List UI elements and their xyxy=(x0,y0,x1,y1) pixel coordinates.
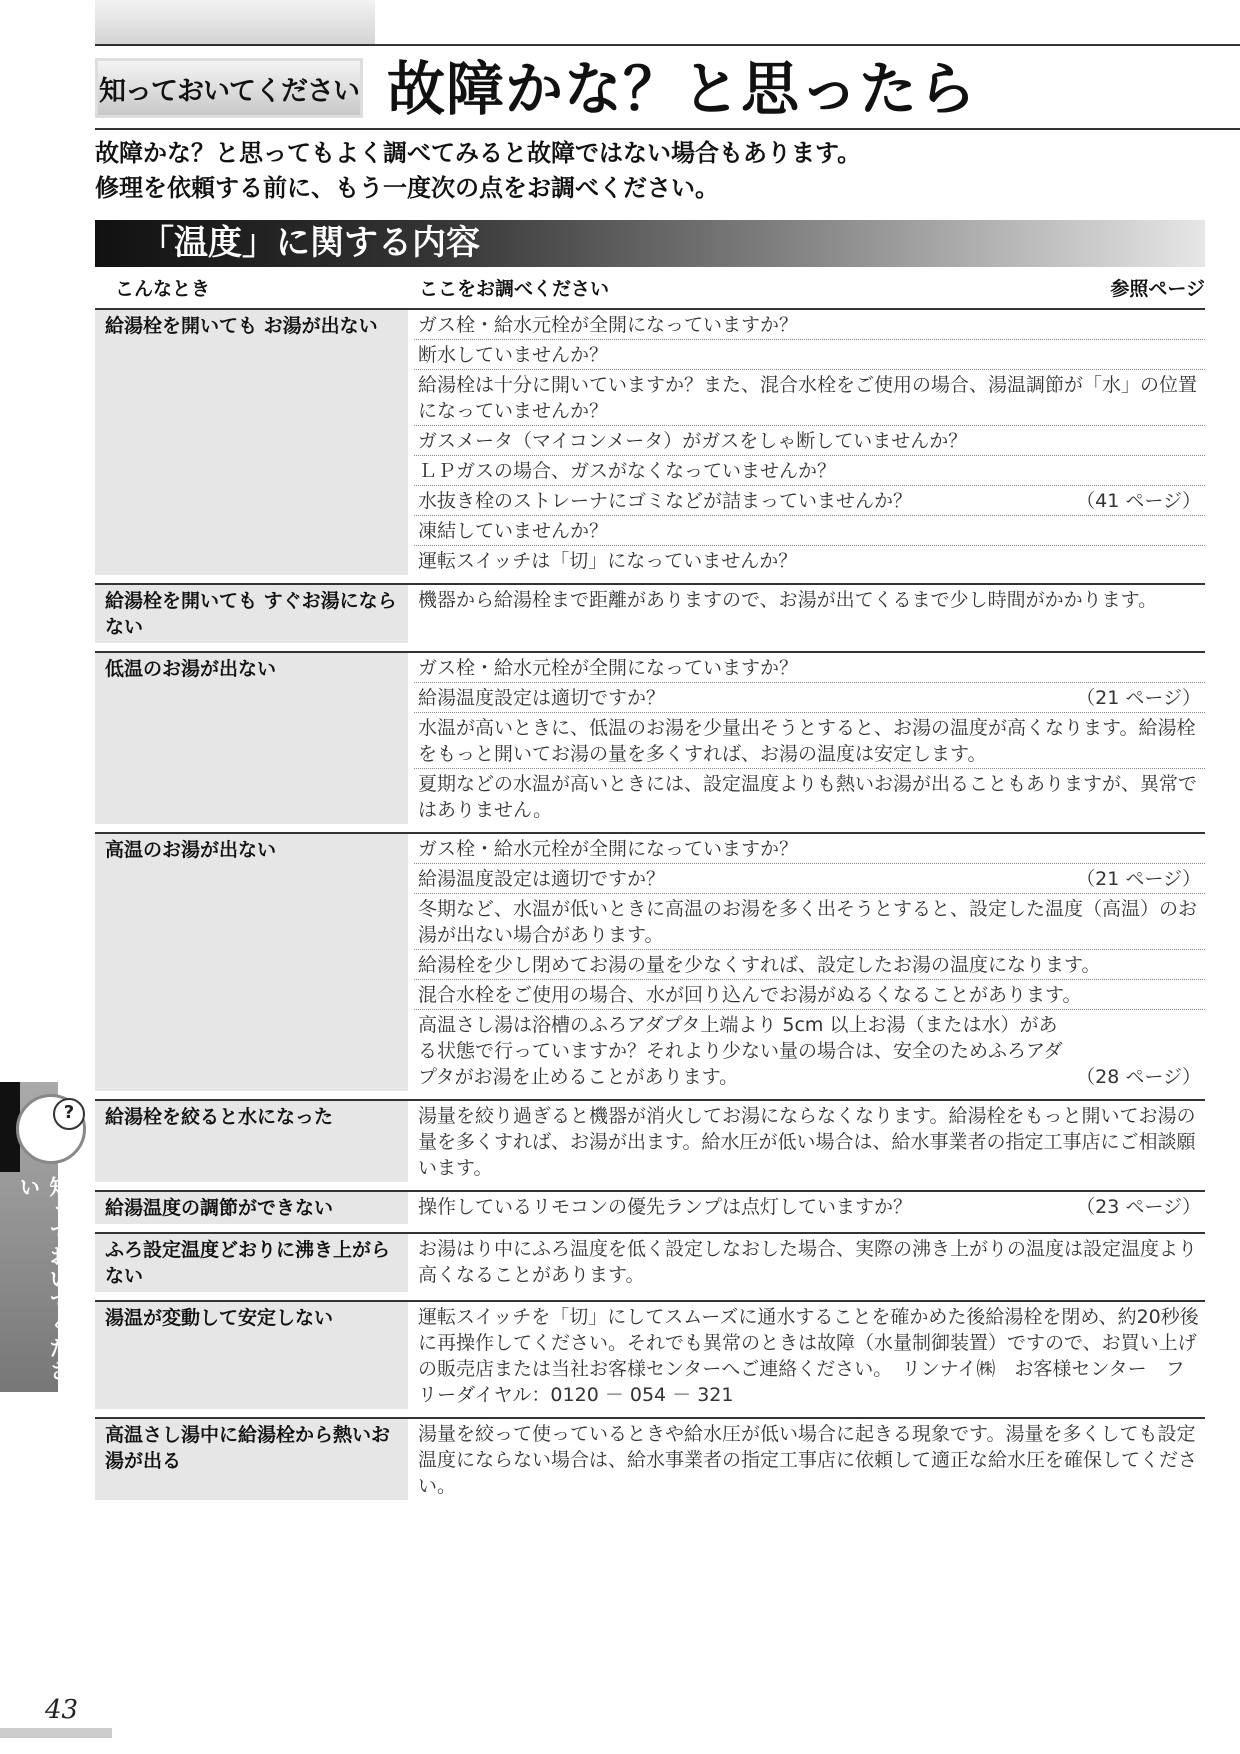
check-item xyxy=(414,834,1205,864)
question-mark-icon: ? xyxy=(53,1098,85,1130)
check-item xyxy=(414,310,1205,340)
table-row xyxy=(95,1190,1205,1224)
column-header-case: こんなとき xyxy=(115,278,211,300)
checks-cell xyxy=(408,1192,1205,1224)
check-item xyxy=(414,950,1205,980)
case-cell: 給湯栓を開いても すぐお湯にならない xyxy=(95,585,408,643)
check-text: ガス栓・給水元栓が全開になっていますか？ xyxy=(418,657,799,679)
page-header xyxy=(95,52,1240,126)
top-rule xyxy=(95,44,1240,46)
check-item xyxy=(414,516,1205,546)
check-item xyxy=(414,683,1205,713)
kicker-label: 知っておいてください xyxy=(99,75,359,107)
check-item xyxy=(414,894,1205,950)
check-text: 水温が高いときに、低温のお湯を少量出そうとすると、お湯の温度が高くなります。給湯栓をもっと開いてお湯の量を多くすれば、お湯の温度は安定します。 xyxy=(418,717,1196,765)
section-bar xyxy=(95,220,1205,267)
check-item xyxy=(414,426,1205,456)
page-number-bar xyxy=(0,1728,112,1738)
reference-page: （21 ページ） xyxy=(1076,687,1201,709)
check-item xyxy=(414,370,1205,426)
section-title: 「温度」に関する内容 xyxy=(140,223,480,263)
reference-page: （41 ページ） xyxy=(1076,490,1201,512)
page-title: 故障かな？と思ったら xyxy=(387,55,978,123)
side-tab-label: 知っておいてください xyxy=(17,1176,71,1383)
checks-cell xyxy=(408,310,1205,575)
kicker-box xyxy=(95,58,363,118)
checks-cell xyxy=(408,1101,1205,1182)
troubleshooting-table xyxy=(95,310,1205,1500)
case-cell: 高温のお湯が出ない xyxy=(95,834,408,1091)
reference-page: （28 ページ） xyxy=(1076,1066,1201,1088)
check-text: 給湯栓を少し閉めてお湯の量を少なくすれば、設定したお湯の温度になります。 xyxy=(418,954,1101,976)
reference-page: （23 ページ） xyxy=(1076,1196,1201,1218)
side-tab xyxy=(0,1082,75,1392)
check-item xyxy=(414,713,1205,769)
intro-text xyxy=(95,136,1195,206)
case-cell: 給湯栓を開いても お湯が出ない xyxy=(95,310,408,575)
check-text: 運転スイッチは「切」になっていませんか？ xyxy=(418,550,798,572)
checks-cell xyxy=(408,1302,1205,1409)
checks-cell xyxy=(408,834,1205,1091)
check-item xyxy=(414,486,1205,516)
table-row xyxy=(95,1232,1205,1292)
table-row xyxy=(95,832,1205,1091)
intro-line: 故障かな？と思ってもよく調べてみると故障ではない場合もあります。 xyxy=(95,139,862,167)
check-text: お湯はり中にふろ温度を低く設定しなおした場合、実際の沸き上がりの温度は設定温度より高くなることがあります。 xyxy=(418,1238,1198,1286)
top-gray-block xyxy=(95,0,375,44)
page-number: 43 xyxy=(45,1695,79,1725)
check-text: ガス栓・給水元栓が全開になっていますか？ xyxy=(418,314,799,336)
reference-page: （21 ページ） xyxy=(1076,868,1201,890)
check-text: 混合水栓をご使用の場合、水が回り込んでお湯がぬるくなることがあります。 xyxy=(418,984,1082,1006)
check-text: 給湯温度設定は適切ですか？ xyxy=(418,868,666,890)
intro-line: 修理を依頼する前に、もう一度次の点をお調べください。 xyxy=(95,174,719,202)
column-header-page: 参照ページ xyxy=(1110,278,1205,300)
checks-cell xyxy=(408,585,1205,643)
check-item xyxy=(414,546,1205,575)
case-cell: 湯温が変動して安定しない xyxy=(95,1302,408,1409)
case-cell: 低温のお湯が出ない xyxy=(95,653,408,824)
check-item xyxy=(414,980,1205,1010)
table-row xyxy=(95,310,1205,575)
column-headers xyxy=(95,270,1205,308)
check-item xyxy=(414,1192,1205,1221)
case-cell: 給湯栓を絞ると水になった xyxy=(95,1101,408,1182)
check-item xyxy=(414,1302,1205,1409)
check-text: 高温さし湯は浴槽のふろアダプタ上端より 5cm 以上お湯（または水）がある状態で行っていますか？それより少ない量の場合は、安全のためふろアダプタがお湯を止めることがあります。 xyxy=(418,1014,1063,1088)
check-text: 夏期などの水温が高いときには、設定温度よりも熱いお湯が出ることもありますが、異常ではありません。 xyxy=(418,773,1198,821)
check-text: 湯量を絞り過ぎると機器が消火してお湯にならなくなります。給湯栓をもっと開いてお湯の量を多くすれば、お湯が出ます。給水圧が低い場合は、給水事業者の指定工事店にご相談願います。 xyxy=(418,1105,1196,1179)
check-item xyxy=(414,653,1205,683)
check-text: ガス栓・給水元栓が全開になっていますか？ xyxy=(418,838,799,860)
checks-cell xyxy=(408,1234,1205,1292)
check-text: 断水していませんか？ xyxy=(418,344,609,366)
check-item xyxy=(414,340,1205,370)
table-row xyxy=(95,1300,1205,1409)
check-item xyxy=(414,1101,1205,1182)
checks-cell xyxy=(408,653,1205,824)
check-text: ガスメータ（マイコンメータ）がガスをしゃ断していませんか？ xyxy=(418,430,968,452)
case-cell: 高温さし湯中に給湯栓から熱いお湯が出る xyxy=(95,1419,408,1500)
check-text: 機器から給湯栓まで距離がありますので、お湯が出てくるまで少し時間がかかります。 xyxy=(418,589,1158,611)
check-item xyxy=(414,1010,1205,1091)
check-item xyxy=(414,864,1205,894)
check-item xyxy=(414,769,1205,824)
check-text: 給湯温度設定は適切ですか？ xyxy=(418,687,666,709)
case-cell: ふろ設定温度どおりに沸き上がらない xyxy=(95,1234,408,1292)
table-row xyxy=(95,1099,1205,1182)
case-cell: 給湯温度の調節ができない xyxy=(95,1192,408,1224)
checks-cell xyxy=(408,1419,1205,1500)
check-item xyxy=(414,456,1205,486)
check-text: 冬期など、水温が低いときに高温のお湯を多く出そうとすると、設定した温度（高温）のお湯が出ない場合があります。 xyxy=(418,898,1198,946)
check-item xyxy=(414,1419,1205,1500)
header-rule xyxy=(95,128,1240,130)
check-text: 給湯栓は十分に開いていますか？また、混合水栓をご使用の場合、湯温調節が「水」の位置になっていませんか？ xyxy=(418,374,1198,422)
check-text: 水抜き栓のストレーナにゴミなどが詰まっていませんか？ xyxy=(418,490,913,512)
check-item xyxy=(414,1234,1205,1289)
check-text: 湯量を絞って使っているときや給水圧が低い場合に起きる現象です。湯量を多くしても設定温度にならない場合は、給水事業者の指定工事店に依頼して適正な給水圧を確保してください。 xyxy=(418,1423,1198,1497)
table-row xyxy=(95,1417,1205,1500)
check-text: 運転スイッチを「切」にしてスムーズに通水することを確かめた後給湯栓を閉め、約20秒後に再操作してください。それでも異常のときは故障（水量制御装置）ですので、お買い上げの販売店または当社お客様センターへご連絡ください。 リンナイ㈱ お客様センター フリーダイヤル：0120 － 054 － 321 xyxy=(418,1306,1199,1406)
check-item xyxy=(414,585,1205,614)
check-text: 凍結していませんか？ xyxy=(418,520,609,542)
column-header-check: ここをお調べください xyxy=(419,278,610,300)
check-text: ＬＰガスの場合、ガスがなくなっていませんか？ xyxy=(418,460,837,482)
table-row xyxy=(95,583,1205,643)
table-row xyxy=(95,651,1205,824)
check-text: 操作しているリモコンの優先ランプは点灯していますか？ xyxy=(418,1196,913,1218)
